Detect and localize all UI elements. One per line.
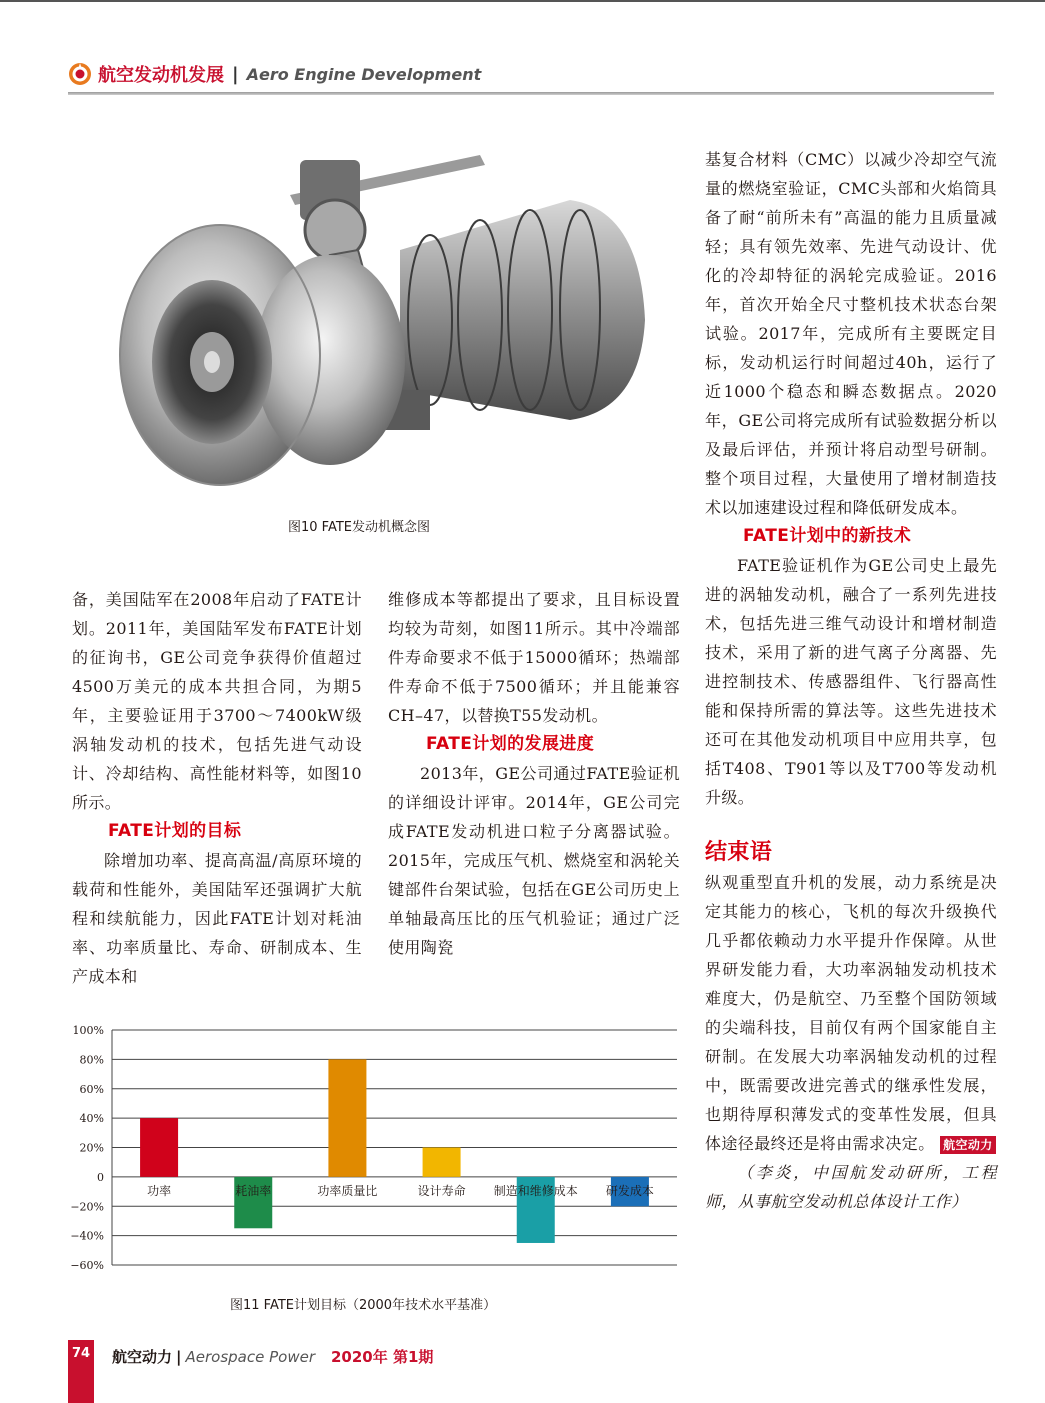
y-tick-label: 0 <box>97 1170 104 1184</box>
header-separator: | <box>232 63 239 85</box>
y-tick-label: 60% <box>79 1082 104 1096</box>
conclusion-heading: 结束语 <box>705 840 773 865</box>
bar <box>328 1059 366 1177</box>
y-tick-label: −40% <box>70 1229 104 1243</box>
category-label: 功率 <box>147 1183 172 1198</box>
conclusion-text: 纵观重型直升机的发展，动力系统是决定其能力的核心，飞机的每次升级换代几乎都依赖动力水平提升作保障。从世界研发能力看，大功率涡轴发动机技术难度大，仍是航空、乃至整个国防领域的尖端科技，目前仅有两个国家能自主研制。在发展大功率涡轴发动机的过程中，既需要改进完善式的继承性发展，也期待厚积薄发式的变革性发展，但具体途径最终还是将由需求决定。 <box>705 873 997 1153</box>
footer-separator: | <box>176 1348 182 1366</box>
col3-heading: FATE计划中的新技术 <box>743 526 912 546</box>
bar <box>140 1118 178 1177</box>
col3-paragraph-3 <box>705 868 997 1158</box>
header-title-en: Aero Engine Development <box>246 64 482 84</box>
column-1 <box>72 585 362 991</box>
journal-logo-icon <box>68 62 92 86</box>
column-3 <box>705 145 997 1216</box>
category-label: 耗油率 <box>235 1183 272 1198</box>
category-label: 研发成本 <box>605 1183 654 1198</box>
top-border <box>0 0 1045 2</box>
fate-goals-bar-chart <box>62 1020 682 1282</box>
header-title-cn: 航空发动机发展 <box>98 65 224 86</box>
category-label: 设计寿命 <box>417 1183 466 1198</box>
column-2 <box>388 585 680 962</box>
y-tick-label: 100% <box>72 1024 104 1037</box>
figure11-caption: 图11 FATE计划目标（2000年技术水平基准） <box>230 1298 497 1313</box>
col2-paragraph-2: 2013年，GE公司通过FATE验证机的详细设计评审。2014年，GE公司完成FATE发动机进口粒子分离器试验。2015年，完成压气机、燃烧室和涡轮关键部件台架试验，包括在GE公司历史上单轴最高压比的压气机验证；通过广泛使用陶瓷 <box>388 764 680 957</box>
y-tick-label: −20% <box>70 1200 104 1214</box>
y-tick-label: 20% <box>79 1141 104 1155</box>
author-note: （李炎，中国航发动研所，工程师，从事航空发动机总体设计工作） <box>705 1163 997 1211</box>
figure10-caption: 图10 FATE发动机概念图 <box>288 520 430 535</box>
col3-paragraph-1: 基复合材料（CMC）以减少冷却空气流量的燃烧室验证，CMC头部和火焰筒具备了耐“前所未有”高温的能力且质量减轻；具有领先效率、先进气动设计、优化的冷却特征的涡轮完成验证。2016年，首次开始全尺寸整机技术状态台架试验。2017年，完成所有主要既定目标，发动机运行时间超过40h，运行了近1000个稳态和瞬态数据点。2020年，GE公司将完成所有试验数据分析以及最后评估，并预计将启动型号研制。整个项目过程，大量使用了增材制造技术以加速建设过程和降低研发成本。 <box>705 150 997 517</box>
footer-journal-cn: 航空动力 <box>112 1348 173 1366</box>
header-rule <box>68 92 994 95</box>
col1-paragraph-2: 除增加功率、提高高温/高原环境的载荷和性能外，美国陆军还强调扩大航程和续航能力，因此FATE计划对耗油率、功率质量比、寿命、研制成本、生产成本和 <box>72 851 362 986</box>
category-label: 制造和维修成本 <box>493 1183 578 1198</box>
footer-journal-en: Aerospace Power <box>185 1348 315 1366</box>
col2-paragraph-1: 维修成本等都提出了要求，且目标设置均较为苛刻，如图11所示。其中冷端部件寿命要求不低于15000循环；热端部件寿命不低于7500循环；并且能兼容CH–47，以替换T55发动机。 <box>388 590 680 725</box>
page-number: 74 <box>71 1346 91 1361</box>
y-tick-label: 40% <box>79 1112 104 1126</box>
bar <box>423 1148 461 1177</box>
col1-paragraph-1: 备，美国陆军在2008年启动了FATE计划。2011年，美国陆军发布FATE计划的征询书，GE公司竞争获得价值超过4500万美元的成本共担合同，为期5年，主要验证用于3700～7400kW级涡轴发动机的技术，包括先进气动设计、冷却结构、高性能材料等，如图10所示。 <box>72 590 362 812</box>
col1-heading: FATE计划的目标 <box>108 821 242 841</box>
y-tick-label: 80% <box>79 1053 104 1067</box>
running-header <box>68 58 481 90</box>
end-badge: 航空动力 <box>940 1136 996 1154</box>
y-tick-label: −60% <box>70 1259 104 1272</box>
category-label: 功率质量比 <box>317 1183 378 1198</box>
col2-heading: FATE计划的发展进度 <box>426 734 595 754</box>
footer-issue: 2020年 第1期 <box>331 1348 434 1366</box>
col3-paragraph-2: FATE验证机作为GE公司史上最先进的涡轴发动机，融合了一系列先进技术，包括先进三维气动设计和增材制造技术，采用了新的进气离子分离器、先进控制技术、传感器组件、飞行器高性能和保持所需的算法等。这些先进技术还可在其他发动机项目中应用共享，包括T408、T901等以及T700等发动机升级。 <box>705 556 997 807</box>
engine-illustration <box>100 140 660 510</box>
running-footer <box>112 1346 433 1367</box>
